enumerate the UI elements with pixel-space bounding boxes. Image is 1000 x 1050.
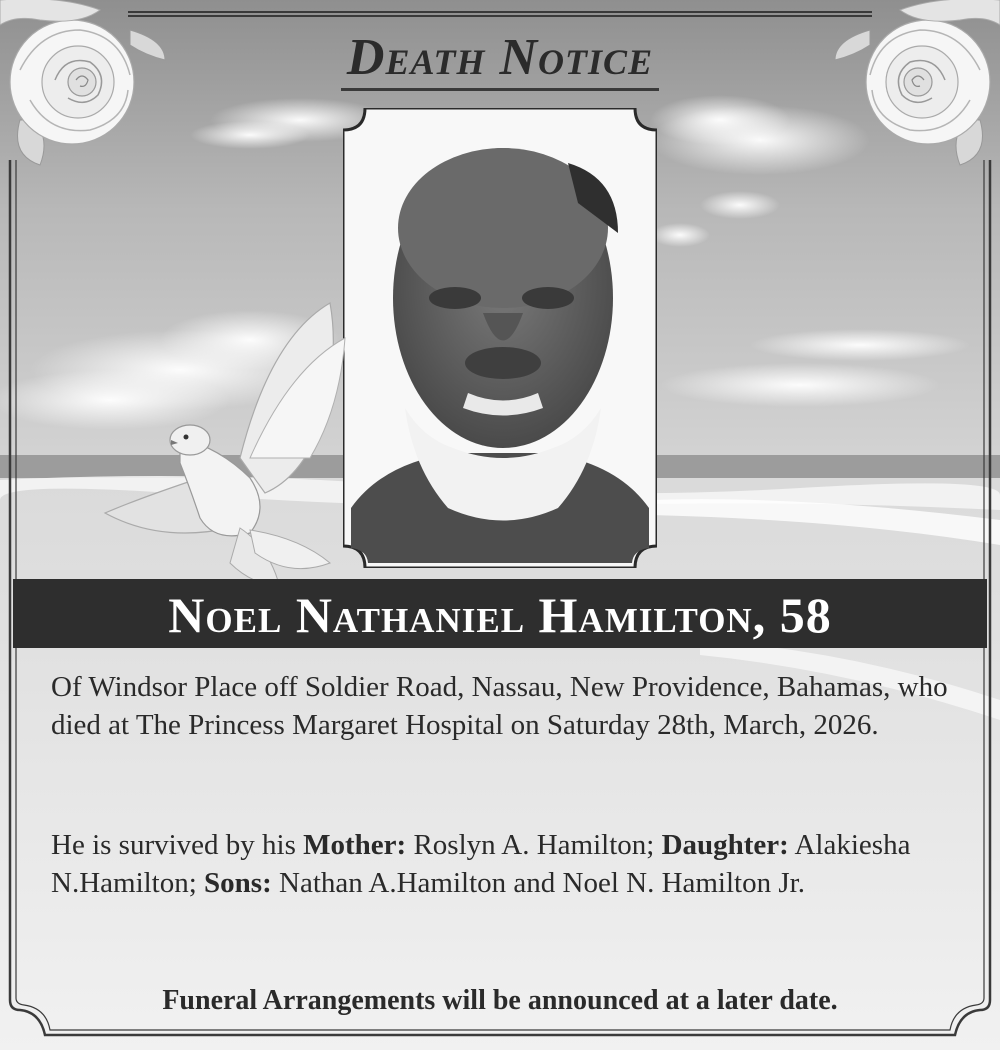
sons-label: Sons: xyxy=(204,867,272,899)
survivors-intro: He is survived by his xyxy=(51,829,304,861)
deceased-name: Noel Nathaniel Hamilton, 58 xyxy=(168,587,832,643)
mother-label: Mother: xyxy=(303,829,407,861)
daughter-label: Daughter: xyxy=(661,829,789,861)
residence-paragraph: Of Windsor Place off Soldier Road, Nassau, New Providence, Bahamas, who died at The Princess Margaret Hospital on Saturday 28th, March, 2026. xyxy=(51,671,948,741)
mother-name: Roslyn A. Hamilton; xyxy=(406,829,662,861)
sons-names: Nathan A.Hamilton and Noel N. Hamilton Jr. xyxy=(271,867,805,899)
portrait-photo xyxy=(343,108,657,568)
notice-heading xyxy=(0,28,1000,87)
funeral-arrangements: Funeral Arrangements will be announced at a later date. xyxy=(162,985,838,1016)
survivors-paragraph xyxy=(51,826,951,902)
notice-heading-text: Death Notice xyxy=(341,29,659,91)
dove-icon xyxy=(100,298,360,593)
daughter-name: Alakiesha N.Hamilton; xyxy=(51,829,911,899)
